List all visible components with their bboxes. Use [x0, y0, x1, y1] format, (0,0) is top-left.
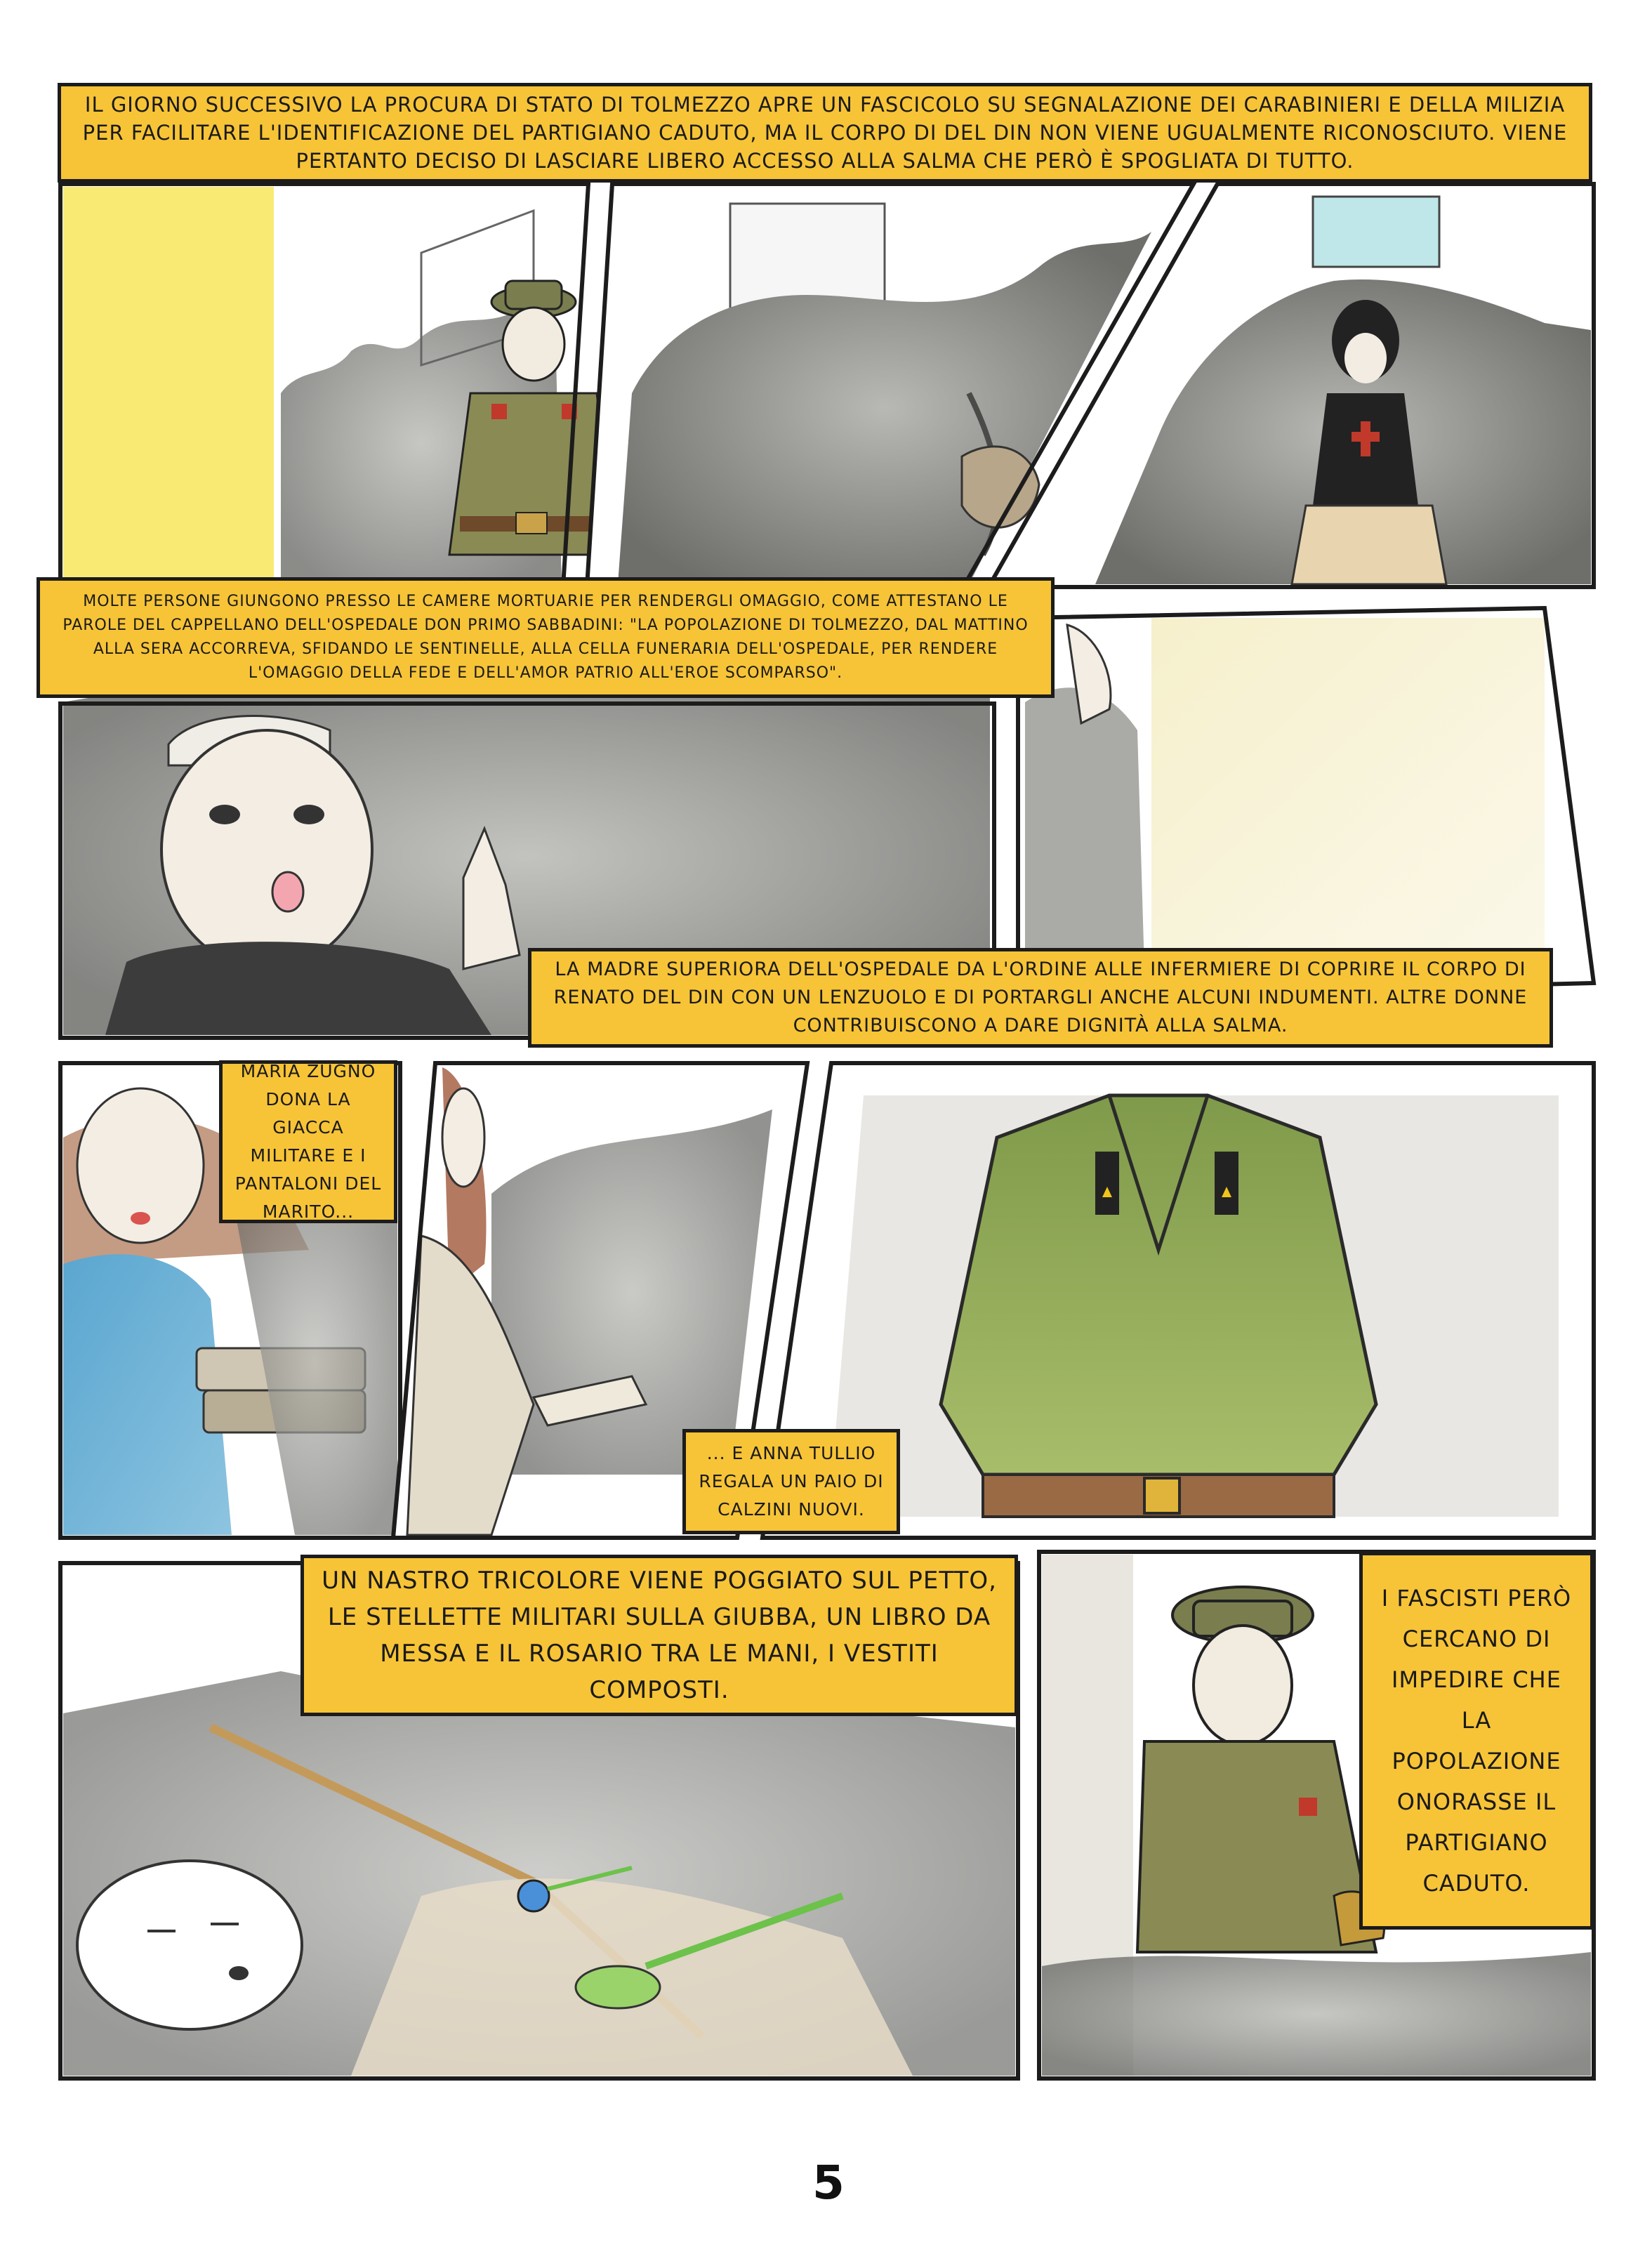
caption-top-text: IL GIORNO SUCCESSIVO LA PROCURA DI STATO DI TOLMEZZO APRE UN FASCICOLO SU SEGNALAZIONE DEI CARABINIERI E DELLA MILIZIA PER FACILITARE L'IDENTIFICAZIONE DEL PARTIGIANO CADUTO, MA IL CORPO DI DEL DIN NON VIENE UGUALMENTE RICONOSCIUTO. VIENE PERTANTO DECISO DI LASCIARE LIBERO ACCESSO ALLA SALMA CHE PERÒ È SPOGLIATA DI TUTTO. [82, 93, 1568, 173]
panel-woman-profile [1018, 608, 1594, 997]
caption-ribbon-text: UN NASTRO TRICOLORE VIENE POGGIATO SUL PETTO, LE STELLETTE MILITARI SULLA GIUBBA, UN LIBRO DA MESSA E IL ROSARIO TRA LE MANI, I VESTITI COMPOSTI. [322, 1567, 997, 1704]
caption-top [58, 83, 1592, 183]
caption-mother-superior-text: LA MADRE SUPERIORA DELL'OSPEDALE DA L'ORDINE ALLE INFERMIERE DI COPRIRE IL CORPO DI RENATO DEL DIN CON UN LENZUOLO E DI PORTARGLI ANCHE ALCUNI INDUMENTI. ALTRE DONNE CONTRIBUISCONO A DARE DIGNITÀ ALLA SALMA. [553, 958, 1528, 1036]
caption-mother-superior [528, 948, 1553, 1048]
caption-homage [37, 577, 1055, 698]
jacket-illustration [941, 1095, 1376, 1517]
caption-anna [682, 1429, 900, 1534]
page-number: 5 [812, 2156, 845, 2210]
caption-ribbon [300, 1555, 1018, 1716]
caption-fascists-text: I FASCISTI PERÒ CERCANO DI IMPEDIRE CHE LA POPOLAZIONE ONORASSE IL PARTIGIANO CADUTO. [1381, 1585, 1572, 1897]
panel-guard [60, 184, 618, 587]
caption-fascists [1359, 1552, 1594, 1930]
caption-anna-text: ... E ANNA TULLIO REGALA UN PAIO DI CALZINI NUOVI. [699, 1443, 884, 1520]
deceased-face [77, 1861, 302, 2029]
caption-homage-text: MOLTE PERSONE GIUNGONO PRESSO LE CAMERE MORTUARIE PER RENDERGLI OMAGGIO, COME ATTESTANO LE PAROLE DEL CAPPELLANO DELL'OSPEDALE DON PRIMO SABBADINI: "LA POPOLAZIONE DI TOLMEZZO, DAL MATTINO ALLA SERA ACCORREVA, SFIDANDO LE SENTINELLE, ALLA CELLA FUNERARIA DELL'OSPEDALE, PER RENDERE L'OMAGGIO DELLA FEDE E DELL'AMOR PATRIO ALL'EROE SCOMPARSO". [62, 593, 1029, 682]
caption-maria-text: MARIA ZUGNO DONA LA GIACCA MILITARE E I PANTALONI DEL MARITO... [234, 1061, 382, 1222]
caption-maria [219, 1060, 397, 1223]
